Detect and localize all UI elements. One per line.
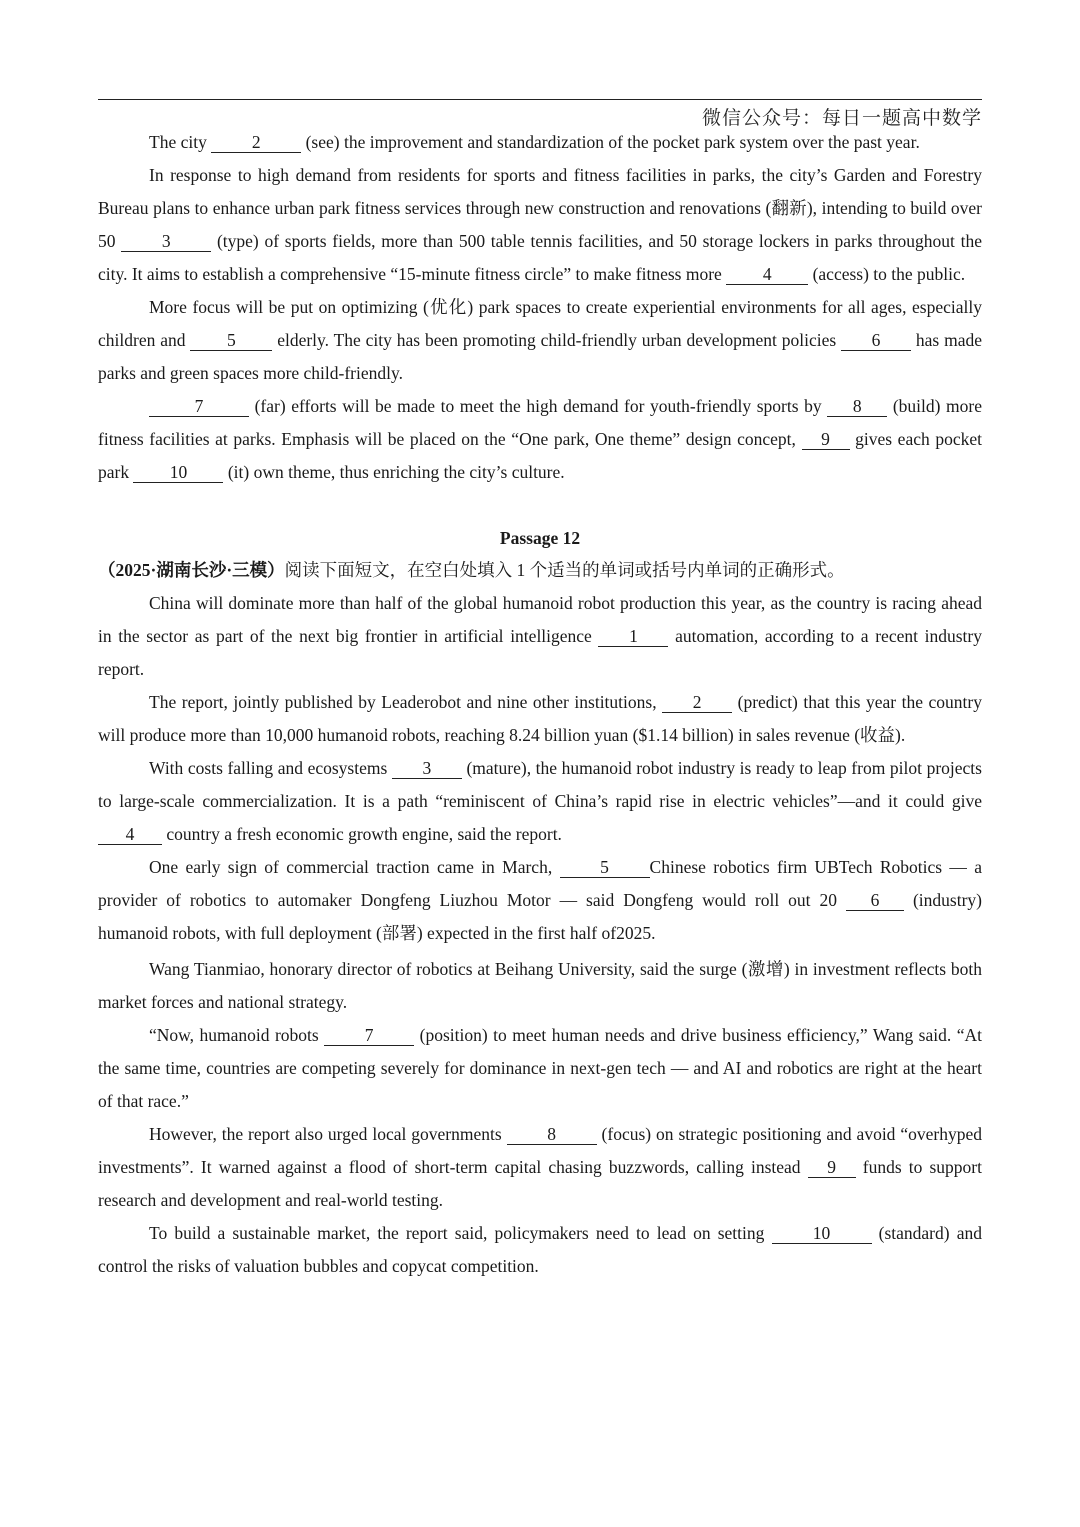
paragraph-q3: With costs falling and ecosystems 3 (mature), the humanoid robot industry is ready to leap from pilot projects to large-scale commercialization. It is a path “reminiscent of China’s rapid rise in electric vehicles”—and it could give 4 country a fresh economic growth engine, said the report. (98, 758, 982, 844)
passage-title: Passage 12 (499, 528, 581, 548)
header-note: 微信公众号：每日一题高中数学 (701, 107, 982, 129)
blank-2[interactable]: 2 (211, 132, 301, 153)
blank-5[interactable]: 5 (190, 330, 272, 351)
blank-9[interactable]: 9 (802, 429, 850, 450)
paragraph-q8: To build a sustainable market, the report said, policymakers need to lead on setting 10 (standard) and control the risks of valuation bubbles and copycat competition. (98, 1223, 982, 1276)
p12-blank-4[interactable]: 4 (98, 824, 162, 845)
p12-blank-8[interactable]: 8 (507, 1124, 597, 1145)
blank-4[interactable]: 4 (726, 264, 808, 285)
p12-blank-1[interactable]: 1 (598, 626, 668, 647)
paragraph-p3: More focus will be put on optimizing (优化) park spaces to create experiential environments for all ages, especially children and 5 elderly. The city has been promoting child-friendly urban development policies 6 has made parks and green spaces more child-friendly. (98, 297, 982, 383)
blank-8[interactable]: 8 (827, 396, 887, 417)
paragraph-p1: The city 2 (see) the improvement and standardization of the pocket park system over the past year. (149, 132, 920, 152)
instruction: 阅读下面短文，在空白处填入 1 个适当的单词或括号内单词的正确形式。 (284, 560, 845, 580)
paragraph-q7: However, the report also urged local governments 8 (focus) on strategic positioning and avoid “overhyped investments”. It warned against a flood of short-term capital chasing buzzwords, calling instead 9 funds to support research and development and real-world testing. (98, 1124, 982, 1210)
header-rule (98, 99, 982, 100)
source-line (98, 553, 982, 587)
paragraph-p2: In response to high demand from residents for sports and fitness facilities in parks, the city’s Garden and Forestry Bureau plans to enhance urban park fitness services through new construction and renovations (翻新), intending to build over 50 3 (type) of sports fields, more than 500 table tennis facilities, and 50 storage lockers in parks throughout the city. It aims to establish a comprehensive “15-minute fitness circle” to make fitness more 4 (access) to the public. (98, 165, 983, 284)
p12-blank-5[interactable]: 5 (560, 857, 650, 878)
document-body (98, 126, 982, 1283)
blank-10[interactable]: 10 (133, 462, 223, 483)
blank-7[interactable]: 7 (149, 396, 249, 417)
paragraph-q6: “Now, humanoid robots 7 (position) to meet human needs and drive business efficiency,” Wang said. “At the same time, countries are competing severely for dominance in next-gen tech — and AI and robotics are right at the heart of that race.” (98, 1025, 982, 1111)
p12-blank-2[interactable]: 2 (662, 692, 732, 713)
paragraph-q2: The report, jointly published by Leaderobot and nine other institutions, 2 (predict) that this year the country will produce more than 10,000 humanoid robots, reaching 8.24 billion yuan ($1.14 billion) in sales revenue (收益). (98, 692, 982, 745)
blank-6[interactable]: 6 (841, 330, 911, 351)
p12-blank-9[interactable]: 9 (808, 1157, 856, 1178)
p12-blank-7[interactable]: 7 (324, 1025, 414, 1046)
blank-3[interactable]: 3 (121, 231, 211, 252)
source-tag: （2025·湖南长沙·三模） (98, 560, 285, 580)
p12-blank-6[interactable]: 6 (846, 890, 904, 911)
p12-blank-10[interactable]: 10 (772, 1223, 872, 1244)
paragraph-q1: China will dominate more than half of the global humanoid robot production this year, as the country is racing ahead in the sector as part of the next big frontier in artificial intelligence 1 automation, according to a recent industry report. (98, 593, 982, 679)
p12-blank-3[interactable]: 3 (392, 758, 462, 779)
paragraph-p4: 7 (far) efforts will be made to meet the high demand for youth-friendly sports by 8 (build) more fitness facilities at parks. Emphasis will be placed on the “One park, One theme” design concept, 9 gives each pocket park 10 (it) own theme, thus enriching the city’s culture. (98, 396, 982, 482)
paragraph-q5: Wang Tianmiao, honorary director of robotics at Beihang University, said the surge (激增) in investment reflects both market forces and national strategy. (98, 959, 982, 1012)
paragraph-q4: One early sign of commercial traction came in March, 5 Chinese robotics firm UBTech Robotics — a provider of robotics to automaker Dongfeng Liuzhou Motor — said Dongfeng would roll out 20 6 (industry) humanoid robots, with full deployment (部署) expected in the first half of2025. (98, 857, 982, 943)
